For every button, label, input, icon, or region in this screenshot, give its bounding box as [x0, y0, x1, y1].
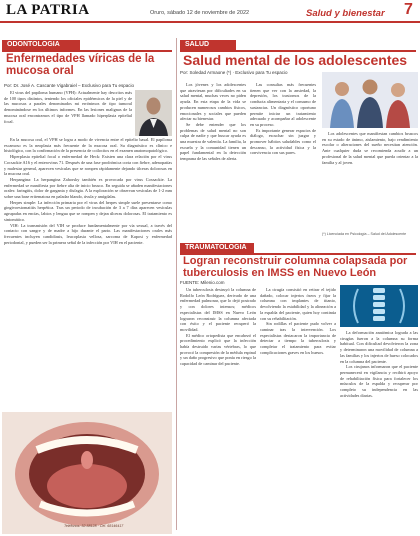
byline-article2: Por: Soledad Armaone (*) · Exclusivo para Tu espacio	[180, 70, 288, 75]
byline-article1: Por: Dr. José A. Cascante Vigabraiel – Exclusivo para Tu espacio	[4, 83, 134, 88]
spine-xray-icon	[340, 285, 418, 327]
byline-article3: FUENTE: Milenio.com	[180, 280, 225, 285]
article2-col1: Los jóvenes y los adolescentes que atraviesan por dificultades en su salud mental, muchas veces no piden ayuda. En esta etapa de la vida se producen numerosos cambios físicos, emocionales y sociales que pueden afectar su bienestar. Se debe entender que los problemas de salud mental no son culpa de nadie y que buscar ayuda es una muestra de valentía. La familia, la escuela y la comunidad tienen un papel fundamental en la detección temprana de las señales de alerta.	[180, 82, 246, 162]
author-portrait-icon	[135, 90, 172, 136]
article2-sidebar: Los adolescentes que manifiestan cambios bruscos en su estado de ánimo, aislamiento, bajo rendimiento escolar o alteraciones del sueño necesitan atención. Ante cualquier duda se recomienda acudir a un profesional de la salud mental que pueda orientar a la familia y al joven.	[322, 131, 418, 165]
oral-cavity-photo	[2, 412, 172, 534]
author-photo	[135, 90, 172, 136]
article2-col2: Las consultas más frecuentes tienen que ver con la ansiedad, la depresión, los trastornos de la conducta alimentaria y el consumo de sustancias. Un diagnóstico oportuno permite iniciar un tratamiento adecuado y acompañar al adolescente en su proceso. Es importante generar espacios de diálogo, escuchar sin juzgar y promover hábitos saludables como el descanso, la actividad física y la convivencia con sus pares.	[250, 82, 316, 156]
adolescents-group-icon	[322, 72, 418, 128]
column-divider	[176, 38, 177, 530]
masthead-rule	[0, 21, 420, 23]
article2-signoff: (*) Licenciada en Psicología – Salud del Adolescente	[322, 232, 407, 236]
headline-columna: Logran reconstruir columna colapsada por tuberculosis en IMSS en Nuevo León	[183, 255, 408, 279]
image-credit: Teléfonos: 52-58128 · Cel. 68146417	[64, 524, 124, 528]
tag-underline	[2, 50, 172, 52]
page-number: 7	[404, 1, 413, 18]
article3-col1: Un tuberculosis destruyó la columna de Rodolfo León Rodríguez, derivado de una enfermedad pulmonar, que lo dejó postrado y con dolores intensos; médicos especialistas del IMSS en Nuevo León lograron reconstruir la columna afectada con éxito y el paciente recuperó la movilidad. El médico ortopedista que encabezó el procedimiento explicó que la infección había destruido varias vértebras, lo que provocó la compresión de la médula espinal y un daño progresivo que ponía en riesgo la capacidad de caminar del paciente.	[180, 287, 256, 367]
issue-date: Oruro, sábado 12 de noviembre de 2022	[150, 10, 250, 16]
headline-enfermedades: Enfermedades víricas de la mucosa oral	[6, 53, 155, 78]
article3-col2: La cirugía consistió en retirar el tejido dañado, colocar injertos óseos y fijar la columna con implantes de titanio, devolviendo la estabilidad y la alineación a la espalda del paciente, quien hoy continúa con su rehabilitación. Sin rodillas el paciente pudo volver a caminar tras la intervención. Los especialistas destacaron la importancia de detectar a tiempo la tuberculosis y completar el tratamiento para evitar complicaciones graves en los huesos.	[260, 287, 336, 355]
newspaper-name: LA PATRIA	[6, 2, 90, 18]
teens-photo	[322, 72, 418, 128]
open-mouth-icon	[2, 412, 172, 534]
article3-col3: La deformación anatómica lograda a las cirugías fueron a la columna su forma habitual. Con dificultad devolvieron la zona y determinaron una movilidad de columna a las familias y los injertos de hueso colocados en la columna del paciente. Los cirujanos informaron que el paciente permanecerá en vigilancia y recibirá apoyo de rehabilitación física para fortalecer los músculos de la espalda y recuperar por completo su independencia en las actividades diarias.	[340, 330, 418, 398]
headline-salud-mental: Salud mental de los adolescentes	[183, 52, 408, 68]
section-tag-salud: SALUD	[180, 40, 236, 50]
article1-body-intro: El virus del papiloma humano (VPH): Actualmente hay descritos más de 100 tipos distintos, teniendo los oficiales epidérmicos de la piel y de las mucosas a parales denominados mi errónimos de tipo tumoral denominándose en los últimos informes. En las lesiones malignas de la mucosa oral encontramos el tipo de VPH llamado hiperplasia epitelial focal.	[4, 90, 132, 124]
section-title: Salud y bienestar	[306, 8, 385, 19]
section-tag-traumatologia: TRAUMATOLOGIA	[180, 243, 254, 253]
article1-body: En la mucosa oral, el VPH se logra a modo de vivencia entre el epitelio basal. El papiloma escamoso es la neoplasia más frecuente de la mucosa oral. Su diagnóstico es clínico e histológico, con la confirmación de la presencia de coilocitos en el examen anatomopatológico. Hiperplasia epitelial focal o enfermedad de Heck: Existen una clara relación por el virus Cocsackie A16 y el enterovirus 71. Después de una fase prodrómica corta con fiebre, adenopatías y malestar general, aparecen vesículas que se rompen rápidamente dejando úlceras dolorosas en la mucosa oral. Herpangina: La herpangina Zahorsky también es provocada por virus Coxsackie. La enfermedad se manifiesta por fiebre alta de inicio brusco. En seguida se añaden manifestaciones orales: faringitis, dolor de garganta y disfagia. A la exploración se observan vesículas de 1-2 mm sobre una base eritematosa en paladar blando, úvula y amígdalas. Herpes simple: La infección primaria por el virus del herpes simple suele presentarse como gingivoestomatitis herpética. Tras un periodo de incubación de 3 a 7 días aparecen vesículas agrupadas en encías, labios y lengua que se rompen y dejan úlceras dolorosas. El tratamiento es sintomático. VIH: La transmisión del VIH se produce fundamentalmente por vía sexual, a través del contacto con sangre y de madre a hijo durante el parto. Las manifestaciones orales más frecuentes incluyen candidiasis, leucoplasia vellosa, sarcoma de Kaposi y enfermedad periodontal, y pueden ser la primera señal de la infección por VIH en el paciente.	[4, 137, 172, 245]
spine-xray-photo	[340, 285, 418, 327]
section-tag-odontologia: ODONTOLOGIA	[2, 40, 80, 50]
